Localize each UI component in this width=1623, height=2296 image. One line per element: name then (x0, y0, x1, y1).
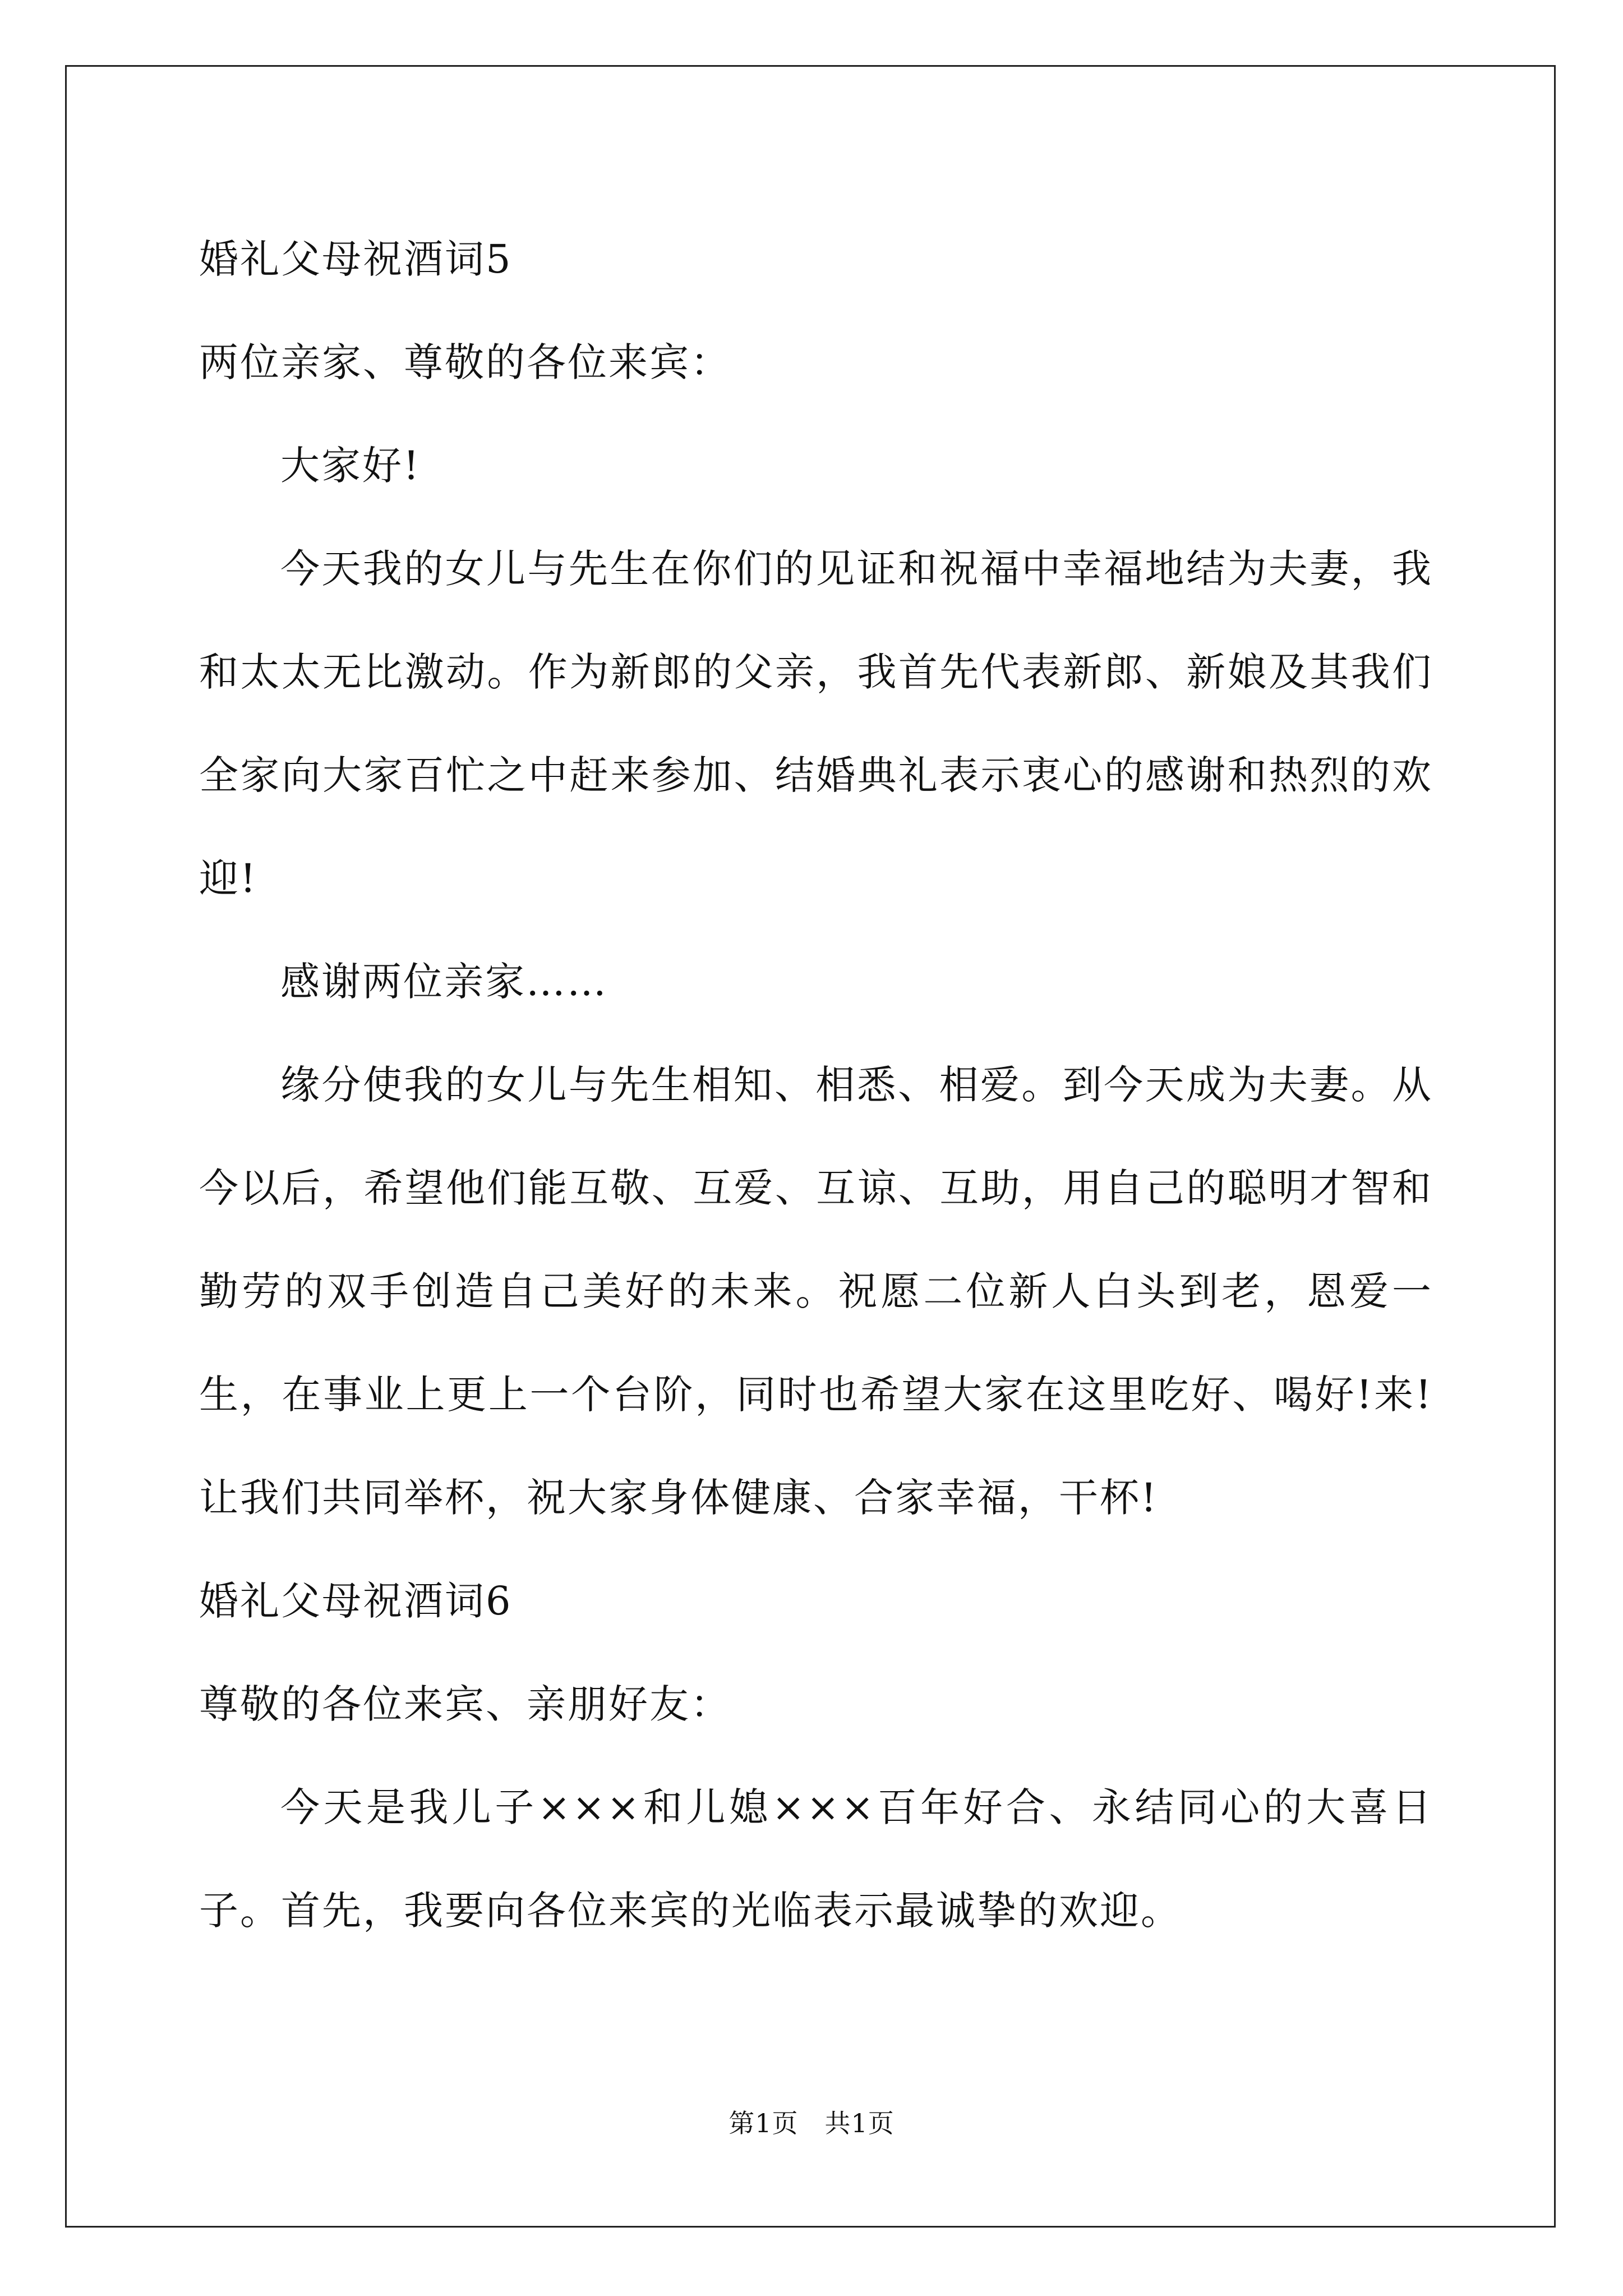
section-5-paragraph: 缘分使我的女儿与先生相知、相悉、相爱。到今天成为夫妻。从今以后，希望他们能互敬、互爱、互谅、互助，用自己的聪明才智和勤劳的双手创造自己美好的未来。祝愿二位新人白头到老，恩爱一生，在事业上更上一个台阶，同时也希望大家在这里吃好、喝好!来!让我们共同举杯，祝大家身体健康、合家幸福，干杯! (199, 1062, 1433, 1521)
section-5-paragraph: 大家好! (280, 443, 421, 489)
section-5-paragraph: 今天我的女儿与先生在你们的见证和祝福中幸福地结为夫妻，我和太太无比激动。作为新郎的父亲，我首先代表新郎、新娘及其我们全家向大家百忙之中赶来参加、结婚典礼表示衷心的感谢和热烈的欢迎! (199, 546, 1433, 901)
section-5-salutation: 两位亲家、尊敬的各位来宾： (199, 339, 731, 385)
page-footer: 第1页 共1页 (728, 2108, 895, 2138)
section-5-paragraph: 感谢两位亲家…… (280, 959, 608, 1005)
document-body (199, 208, 1433, 1962)
section-5-heading: 婚礼父母祝酒词5 (199, 236, 513, 282)
section-6-paragraph: 今天是我儿子×××和儿媳×××百年好合、永结同心的大喜日子。首先，我要向各位来宾的光临表示最诚挚的欢迎。 (199, 1784, 1433, 1934)
section-6-heading: 婚礼父母祝酒词6 (199, 1578, 513, 1624)
section-6-salutation: 尊敬的各位来宾、亲朋好友： (199, 1681, 731, 1727)
